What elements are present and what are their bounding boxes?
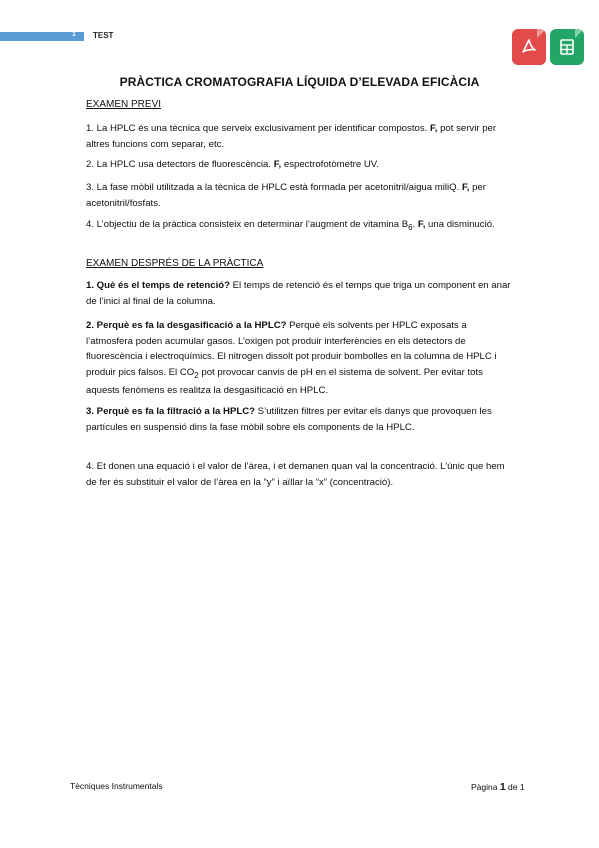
header-page-number: 1: [72, 31, 76, 38]
question-2-answer: F,: [273, 159, 282, 170]
footer-page-info: [471, 781, 525, 793]
question-4-text: 4. L’objectiu de la pràctica consisteix en determinar l’augment de vitamina B: [86, 219, 409, 230]
answer-2-question: 2. Perquè es fa la desgasificació a la HPLC?: [86, 320, 287, 331]
section-heading-despres: EXAMEN DESPRÉS DE LA PRÀCTICA: [86, 258, 264, 269]
question-3: [86, 180, 516, 211]
footer-course-name: Tècniques Instrumentals: [70, 781, 163, 791]
question-4-rest: una disminució.: [425, 219, 495, 230]
question-2-rest: espectrofotòmetre UV.: [281, 159, 379, 170]
question-1: [86, 121, 516, 152]
answer-4-text: 4. Et donen una equació i el valor de l’àrea, i et demanen quan val la concentració. L’únic que hem de fer és substituir el valor de l’àrea en la “y” i aïllar la “x” (concentració).: [86, 461, 505, 488]
question-4-subscript: 6: [408, 222, 413, 232]
spreadsheet-file-icon[interactable]: [550, 29, 584, 65]
answer-3: [86, 404, 516, 435]
answer-2: [86, 318, 516, 398]
question-1-text: 1. La HPLC és una tècnica que serveix exclusivament per identificar compostos.: [86, 123, 430, 134]
header-label: TEST: [93, 31, 114, 40]
answer-2-text: Perquè els solvents per HPLC exposats a l’atmosfera poden acumular gasos. L’oxigen pot produir interferències en els detectors de fluorescència i electroquímics. El nitrogen dissolt pot produir bombolles en la columna de HPLC i produir pics falsos. El CO: [86, 320, 497, 378]
question-4-mid: .: [412, 219, 418, 230]
question-3-answer: F,: [461, 182, 470, 193]
answer-1-question: 1. Què és el temps de retenció?: [86, 280, 230, 291]
pdf-file-icon[interactable]: [512, 29, 546, 65]
section-heading-previ: EXAMEN PREVI: [86, 99, 162, 110]
question-3-rest: per acetonitril/fosfats.: [86, 182, 486, 209]
question-1-answer: F,: [429, 123, 438, 134]
answer-1: [86, 278, 516, 309]
question-1-rest: pot servir per altres funcions com separar, etc.: [86, 123, 497, 150]
answer-2-text-end: pot provocar canvis de pH en el sistema de solvent. Per evitar tots aquests fenòmens es realitza la desgasificació en HPLC.: [86, 366, 483, 396]
question-3-text: 3. La fase mòbil utilitzada a la tècnica de HPLC està formada per acetonitril/aigua miliQ.: [86, 182, 462, 193]
question-4: [86, 217, 516, 235]
document-title: PRÀCTICA CROMATOGRAFIA LÍQUIDA D’ELEVADA EFICÀCIA: [119, 75, 480, 89]
footer-page-prefix: Pàgina: [471, 782, 500, 792]
answer-3-question: 3. Perquè es fa la filtració a la HPLC?: [86, 406, 256, 417]
footer-page-current: 1: [499, 781, 506, 793]
answer-3-text: S’utilitzen filtres per evitar els danys que provoquen les partícules en suspensió dins la fase mòbil sobre els components de la HPLC.: [86, 406, 492, 433]
question-4-answer: F,: [417, 219, 426, 230]
footer-page-suffix: de 1: [505, 782, 525, 792]
question-2-text: 2. La HPLC usa detectors de fluorescència.: [86, 159, 274, 170]
question-2: [86, 157, 516, 173]
answer-2-subscript: 2: [194, 370, 199, 380]
answer-4: [86, 459, 516, 490]
answer-1-text: El temps de retenció és el temps que triga un component en anar de l’inici al final de la columna.: [86, 280, 511, 307]
